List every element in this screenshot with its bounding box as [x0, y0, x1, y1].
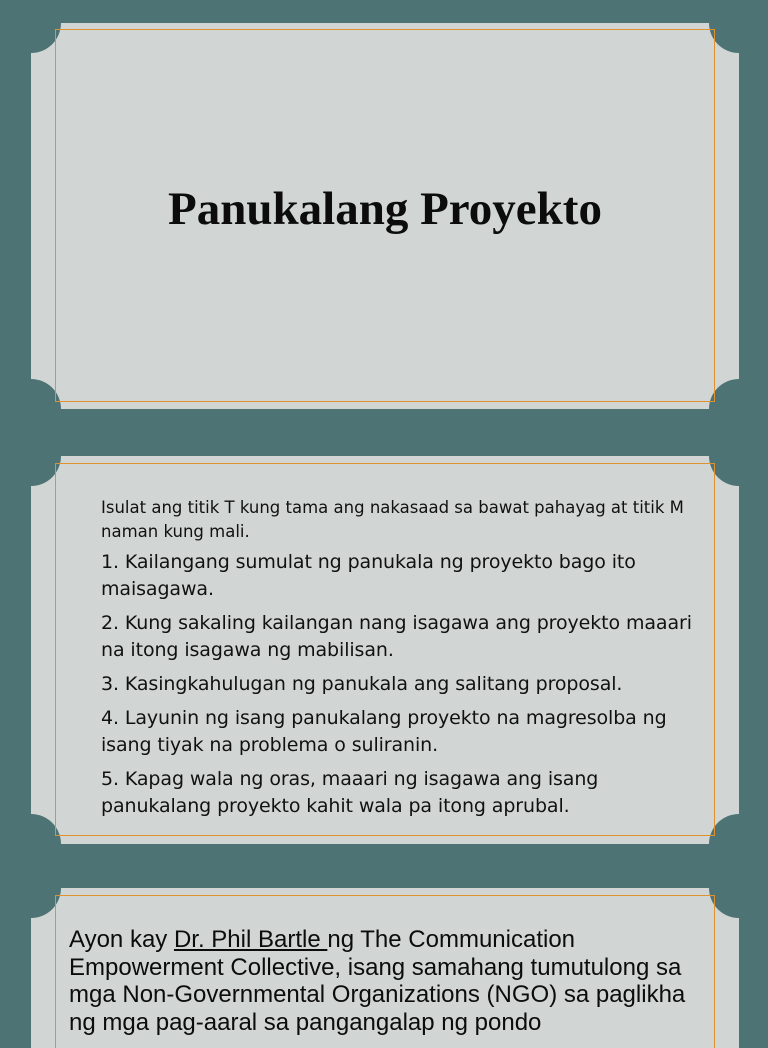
body-paragraph — [69, 926, 709, 1036]
quiz-instructions: Isulat ang titik T kung tama ang nakasaad sa bawat pahayag at titik M naman kung mali. — [101, 498, 684, 541]
quiz-item: 1. Kailangang sumulat ng panukala ng proyekto bago ito maisagawa. — [101, 551, 636, 600]
title-slide — [31, 23, 739, 409]
quiz-item: 4. Layunin ng isang panukalang proyekto na magresolba ng isang tiyak na problema o suliranin. — [101, 707, 667, 756]
quiz-content — [101, 496, 701, 827]
quiz-item: 2. Kung sakaling kailangan nang isagawa ang proyekto maaari na itong isagawa ng mabilisan. — [101, 612, 692, 661]
paragraph-prefix: Ayon kay — [69, 926, 174, 953]
paragraph-rest: ng The Communication Empowerment Collective, isang samahang tumutulong sa mga Non-Governmental Organizations (NGO) sa paglikha ng mga pag-aaral sa pangangalap ng pondo — [69, 926, 686, 1036]
author-link[interactable]: Dr. Phil Bartle — [173, 926, 328, 953]
text-slide — [31, 888, 739, 1048]
quiz-slide — [31, 456, 739, 844]
slide-title: Panukalang Proyekto — [168, 183, 602, 235]
quiz-item: 5. Kapag wala ng oras, maaari ng isagawa ang isang panukalang proyekto kahit wala pa itong aprubal. — [101, 768, 599, 817]
quiz-item: 3. Kasingkahulugan ng panukala ang salitang proposal. — [101, 673, 623, 695]
